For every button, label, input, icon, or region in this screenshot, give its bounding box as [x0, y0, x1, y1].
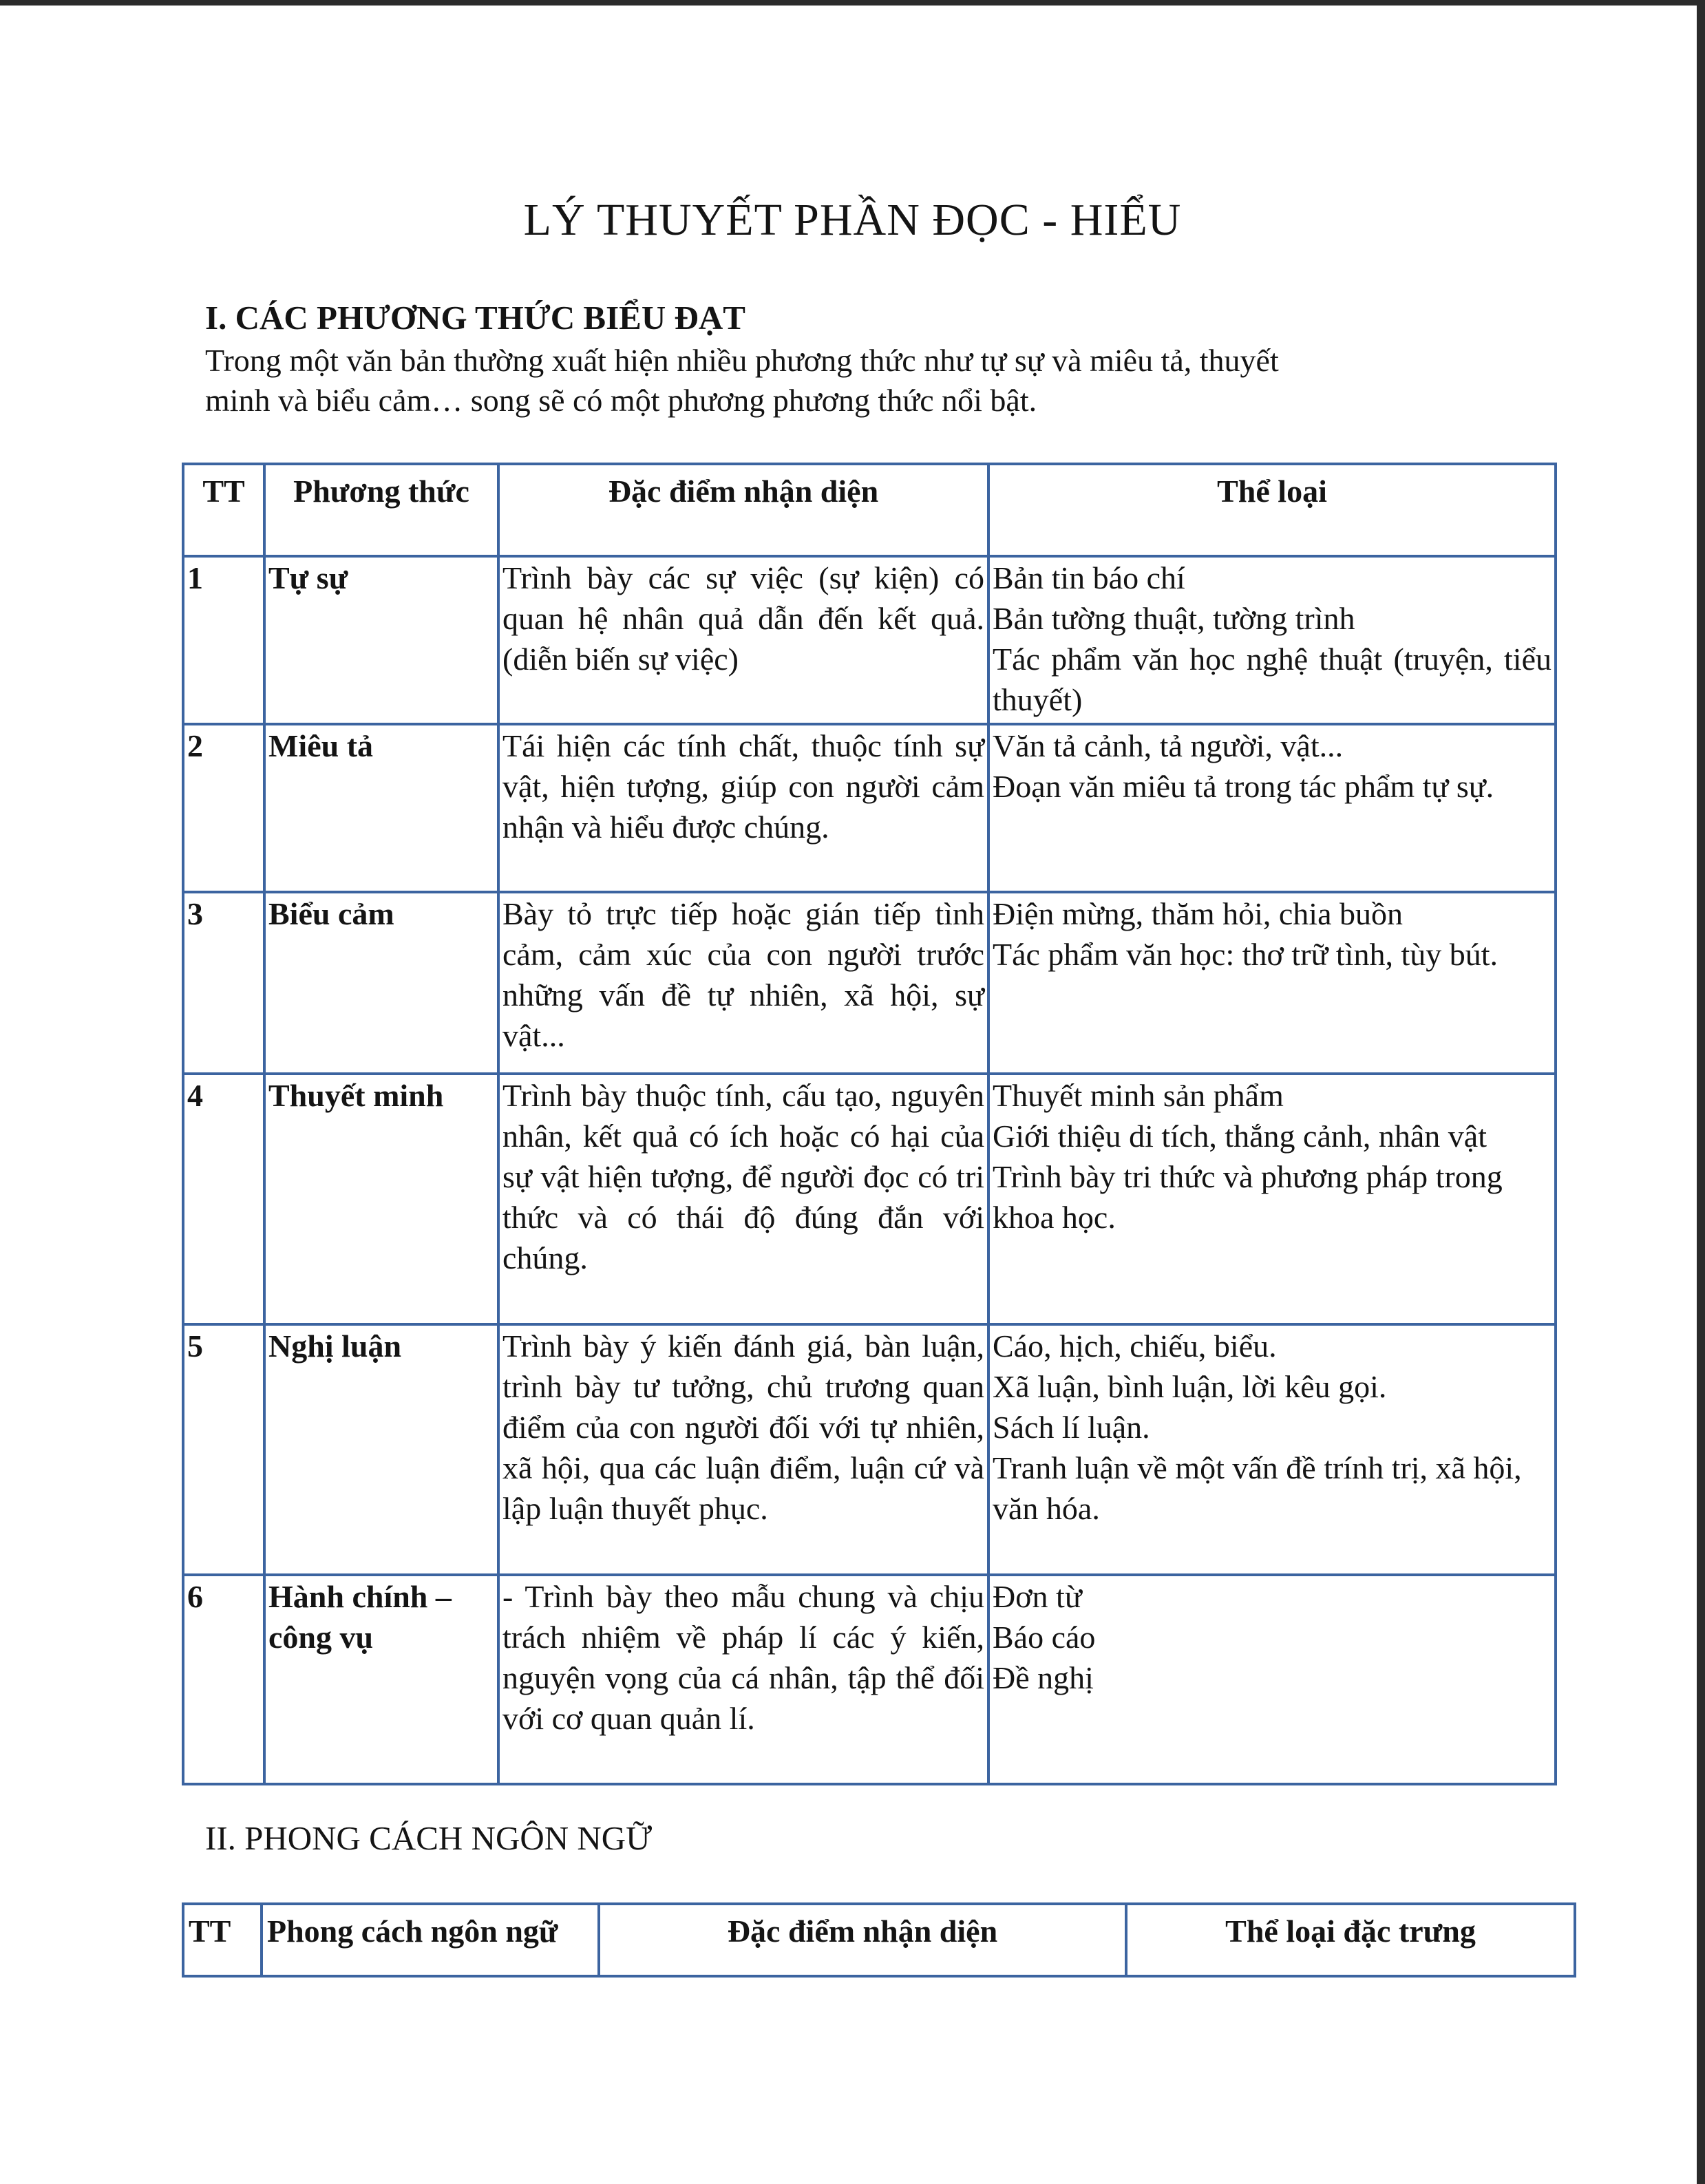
- row-genres: [988, 556, 1556, 724]
- language-styles-table: [182, 1902, 1576, 1978]
- row-feature: Tái hiện các tính chất, thuộc tính sự vật, hiện tượng, giúp con người cảm nhận và hiểu được chúng.: [498, 724, 988, 892]
- genre-item: Bản tin báo chí: [993, 560, 1185, 595]
- genre-item: Sách lí luận.: [993, 1410, 1150, 1445]
- genre-item: Trình bày tri thức và phương pháp trong khoa học.: [993, 1159, 1503, 1235]
- row-number: 5: [183, 1324, 264, 1575]
- table-row: [183, 724, 1556, 892]
- genre-item: Tranh luận về một vấn đề trính trị, xã hội, văn hóa.: [993, 1450, 1522, 1526]
- section-1-intro: [205, 341, 1513, 421]
- row-number: 3: [183, 892, 264, 1074]
- row-method: Biểu cảm: [264, 892, 498, 1074]
- section-1-heading: I. CÁC PHƯƠNG THỨC BIỂU ĐẠT: [205, 299, 745, 337]
- row-genres: [988, 892, 1556, 1074]
- intro-line-1: Trong một văn bản thường xuất hiện nhiều phương thức như tự sự và miêu tả, thuyết: [205, 343, 1279, 378]
- row-number: 4: [183, 1074, 264, 1324]
- genre-item: Tác phẩm văn học nghệ thuật (truyện, tiểu thuyết): [993, 642, 1552, 717]
- genre-item: Cáo, hịch, chiếu, biểu.: [993, 1328, 1277, 1364]
- genre-item: Đoạn văn miêu tả trong tác phẩm tự sự.: [993, 769, 1494, 804]
- table-header-row: [183, 464, 1556, 556]
- section-2-heading: II. PHONG CÁCH NGÔN NGỮ: [205, 1819, 653, 1857]
- header-feature: Đặc điểm nhận diện: [498, 464, 988, 556]
- genre-item: Văn tả cảnh, tả người, vật...: [993, 728, 1344, 763]
- header-style: Phong cách ngôn ngữ: [262, 1904, 599, 1976]
- header-feature: Đặc điểm nhận diện: [599, 1904, 1126, 1976]
- row-genres: [988, 1324, 1556, 1575]
- page-title: LÝ THUYẾT PHẦN ĐỌC - HIỂU: [523, 195, 1182, 245]
- row-number: 1: [183, 556, 264, 724]
- genre-item: Xã luận, bình luận, lời kêu gọi.: [993, 1369, 1387, 1404]
- genre-item: Đơn từ: [993, 1579, 1082, 1614]
- header-tt: TT: [183, 464, 264, 556]
- genre-item: Điện mừng, thăm hỏi, chia buồn: [993, 896, 1404, 931]
- row-feature: Trình bày thuộc tính, cấu tạo, nguyên nhân, kết quả có ích hoặc có hại của sự vật hiện tượng, để người đọc có tri thức và có thái độ đúng đắn với chúng.: [498, 1074, 988, 1324]
- row-genres: [988, 1074, 1556, 1324]
- row-feature: Trình bày các sự việc (sự kiện) có quan hệ nhân quả dẫn đến kết quả. (diễn biến sự việc): [498, 556, 988, 724]
- row-genres: [988, 724, 1556, 892]
- screen-top-edge: [0, 0, 1705, 6]
- row-feature: Bày tỏ trực tiếp hoặc gián tiếp tình cảm, cảm xúc của con người trước những vấn đề tự nhiên, xã hội, sự vật...: [498, 892, 988, 1074]
- row-genres: [988, 1575, 1556, 1784]
- genre-item: Đề nghị: [993, 1660, 1094, 1695]
- row-number: 2: [183, 724, 264, 892]
- row-method: Miêu tả: [264, 724, 498, 892]
- header-method: Phương thức: [264, 464, 498, 556]
- genre-item: Bản tường thuật, tường trình: [993, 601, 1355, 636]
- row-method: Hành chính – công vụ: [264, 1575, 498, 1784]
- header-tt: TT: [183, 1904, 262, 1976]
- genre-item: Báo cáo: [993, 1620, 1096, 1655]
- table-row: [183, 1324, 1556, 1575]
- row-number: 6: [183, 1575, 264, 1784]
- intro-line-2: minh và biểu cảm… song sẽ có một phương phương thức nổi bật.: [205, 383, 1037, 418]
- row-feature: Trình bày ý kiến đánh giá, bàn luận, trình bày tư tưởng, chủ trương quan điểm của con người đối với tự nhiên, xã hội, qua các luận điểm, luận cứ và lập luận thuyết phục.: [498, 1324, 988, 1575]
- screen-right-edge: [1697, 0, 1705, 2184]
- genre-item: Tác phẩm văn học: thơ trữ tình, tùy bút.: [993, 937, 1499, 972]
- genre-item: Thuyết minh sản phẩm: [993, 1078, 1284, 1113]
- table-row: [183, 892, 1556, 1074]
- table-row: [183, 556, 1556, 724]
- header-genre: Thể loại: [988, 464, 1556, 556]
- row-method: Thuyết minh: [264, 1074, 498, 1324]
- genre-item: Giới thiệu di tích, thắng cảnh, nhân vật: [993, 1118, 1487, 1154]
- table-row: [183, 1575, 1556, 1784]
- table-header-row: [183, 1904, 1575, 1976]
- row-method: Nghị luận: [264, 1324, 498, 1575]
- row-method: Tự sự: [264, 556, 498, 724]
- header-genre: Thể loại đặc trưng: [1126, 1904, 1575, 1976]
- row-feature: - Trình bày theo mẫu chung và chịu trách nhiệm về pháp lí các ý kiến, nguyện vọng của cá nhân, tập thể đối với cơ quan quản lí.: [498, 1575, 988, 1784]
- table-row: [183, 1074, 1556, 1324]
- expression-methods-table: [182, 463, 1557, 1785]
